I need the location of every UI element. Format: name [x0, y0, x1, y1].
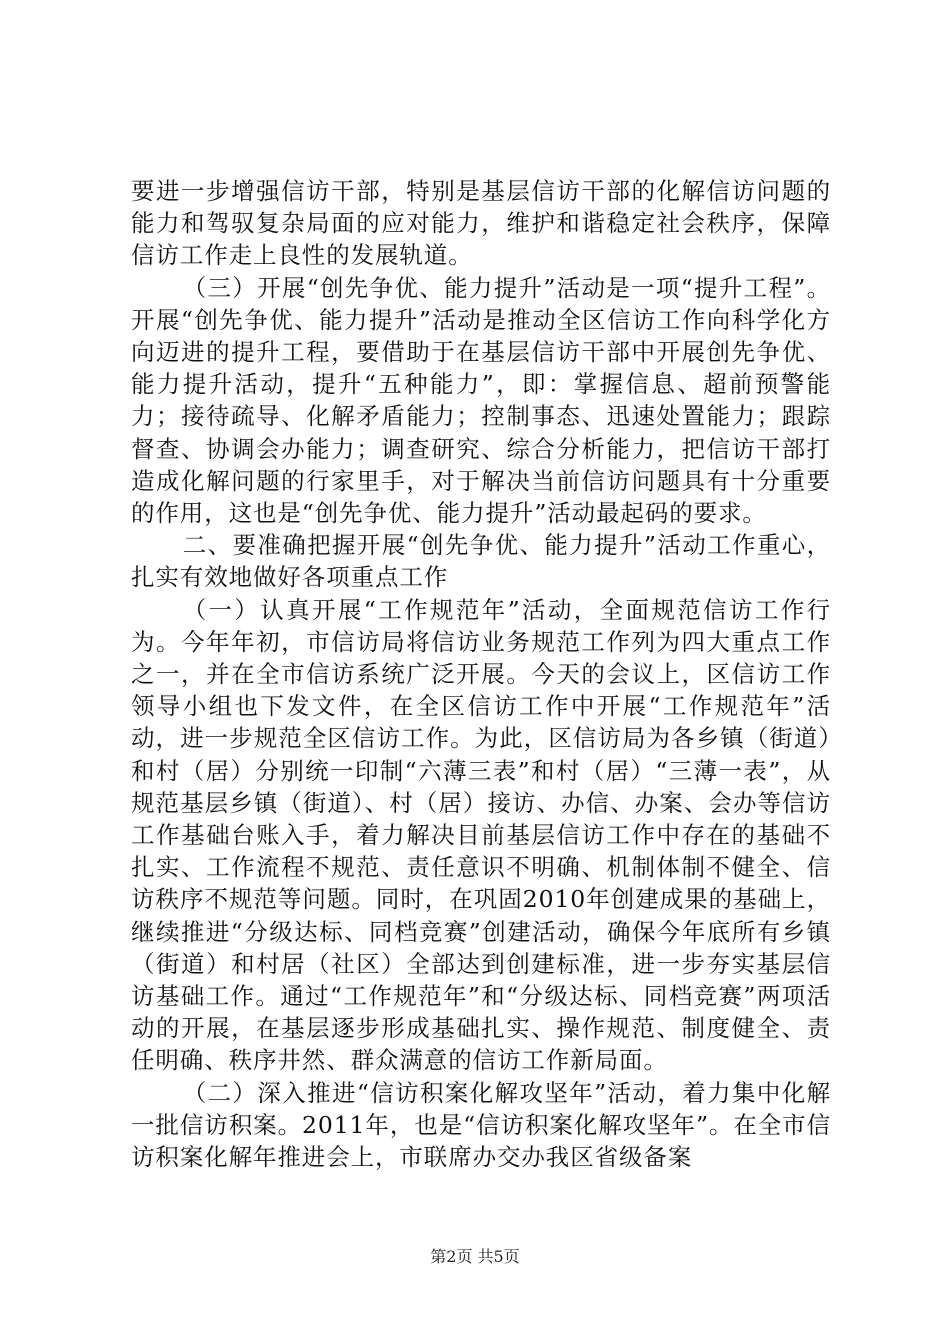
paragraph-section-three: （三）开展“创先争优、能力提升”活动是一项“提升工程”。开展“创先争优、能力提升”活动是推动全区信访工作向科学化方向迈进的提升工程，要借助于在基层信访干部中开展创先争优、能力提升活动，提升“五种能力”，即：掌握信息、超前预警能力；接待疏导、化解矛盾能力；控制事态、迅速处置能力；跟踪督查、协调会办能力；调查研究、综合分析能力，把信访干部打造成化解问题的行家里手，对于解决当前信访问题具有十分重要的作用，这也是“创先争优、能力提升”活动最起码的要求。 — [131, 273, 831, 528]
paragraph-subsection-two: （二）深入推进“信访积案化解攻坚年”活动，着力集中化解一批信访积案。2011年，也是“信访积案化解攻坚年”。在全市信访积案化解年推进会上，市联席办交办我区省级备案 — [131, 1078, 831, 1172]
paragraph-continuation: 要进一步增强信访干部，特别是基层信访干部的化解信访问题的能力和驾驭复杂局面的应对能力，维护和谐稳定社会秩序，保障信访工作走上良性的发展轨道。 — [131, 177, 831, 270]
paragraph-heading-two: 二、要准确把握开展“创先争优、能力提升”活动工作重心，扎实有效地做好各项重点工作 — [131, 531, 831, 592]
paragraph-subsection-one: （一）认真开展“工作规范年”活动，全面规范信访工作行为。今年年初，市信访局将信访业务规范工作列为四大重点工作之一，并在全市信访系统广泛开展。今天的会议上，区信访工作领导小组也下发文件，在全区信访工作中开展“工作规范年”活动，进一步规范全区信访工作。为此，区信访局为各乡镇（街道）和村（居）分别统一印制“六薄三表”和村（居）“三薄一表”，从规范基层乡镇（街道）、村（居）接访、办信、办案、会办等信访工作基础台账入手，着力解决目前基层信访工作中存在的基础不扎实、工作流程不规范、责任意识不明确、机制体制不健全、信访秩序不规范等问题。同时，在巩固2010年创建成果的基础上，继续推进“分级达标、同档竞赛”创建活动，确保今年底所有乡镇（街道）和村居（社区）全部达到创建标准，进一步夯实基层信访基础工作。通过“工作规范年”和“分级达标、同档竞赛”两项活动的开展，在基层逐步形成基础扎实、操作规范、制度健全、责任明确、秩序井然、群众满意的信访工作新局面。 — [131, 595, 831, 1075]
document-body — [131, 175, 831, 1173]
page-number-footer: 第2页 共5页 — [430, 1247, 520, 1266]
